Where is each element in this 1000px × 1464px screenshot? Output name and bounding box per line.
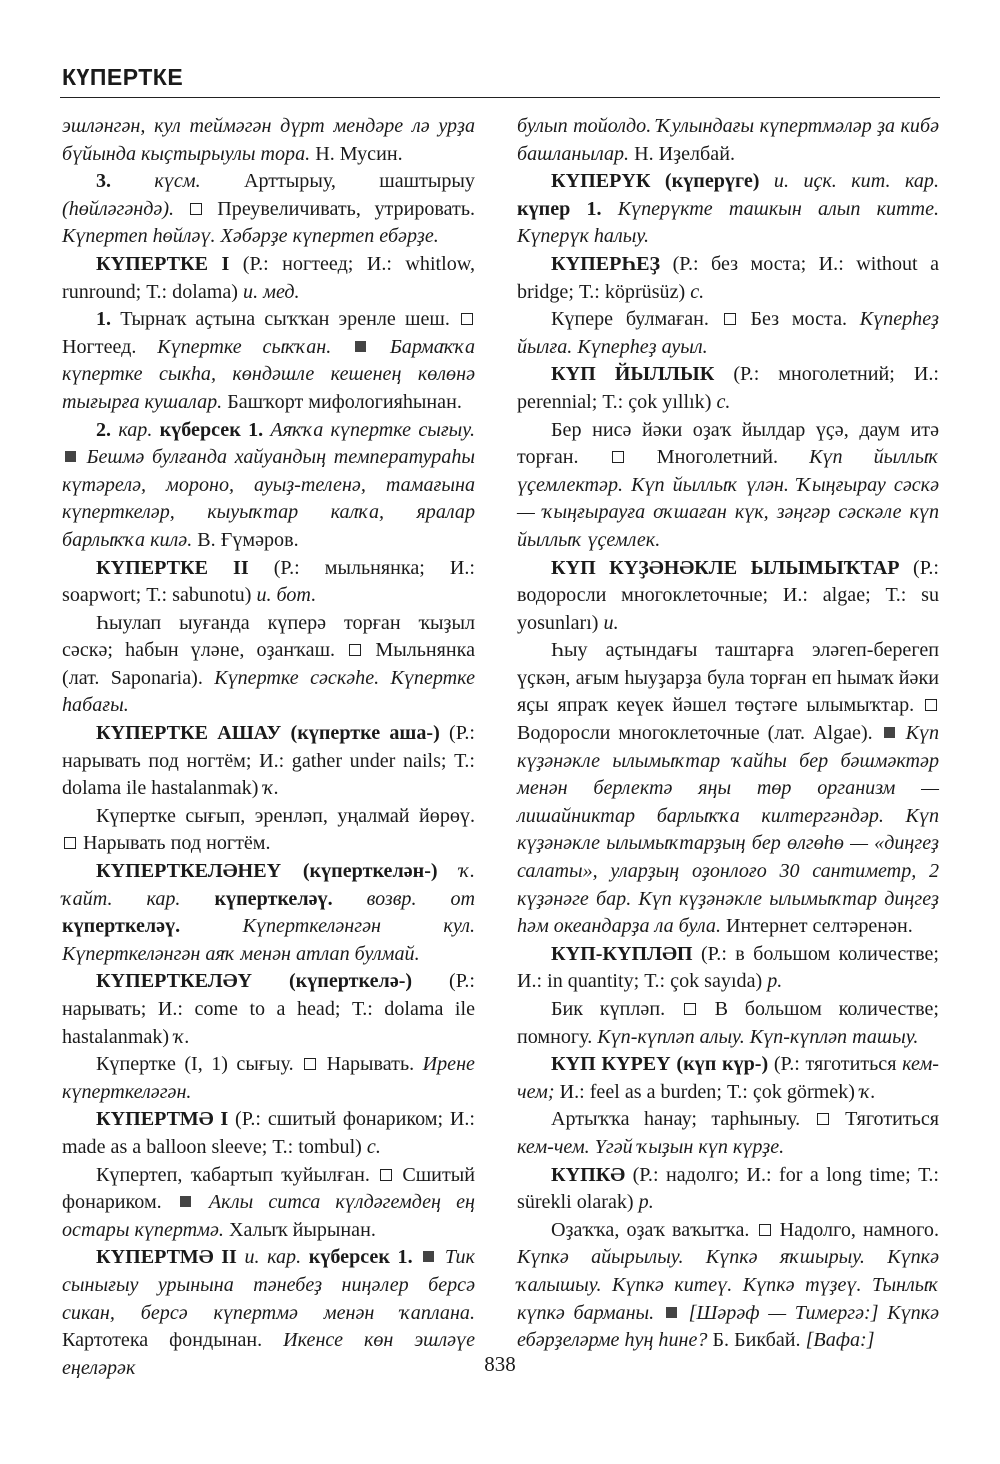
- russian-marker-icon: [190, 203, 202, 215]
- russian-marker-icon: [304, 1058, 316, 1070]
- entry-continuation: [62, 113, 475, 168]
- example: Күпертеп һөйләү. Хәбәрҙе күпертеп ебәрҙе.: [62, 225, 439, 248]
- definition-paragraph: [62, 610, 475, 720]
- headword: КҮПЕРТМӘ II: [96, 1246, 237, 1269]
- headword: КҮПЕРТКЕ АШАУ (күпертке аша-): [96, 722, 440, 745]
- citation: Бармаҡҡа күпертке сыкһа, көндәшле кешенең көлөнә тығырға кушалар.: [62, 335, 475, 413]
- definition: Тырнаҡ аҫтына сыҡҡан эренле шеш.: [120, 308, 450, 331]
- cross-reference: күпер 1.: [517, 197, 602, 220]
- equivalents: (Р.: надолго; И.: for a long time; Т.: sürekli olarak): [517, 1163, 939, 1214]
- latin-name: (лат. Saponaria).: [62, 666, 203, 689]
- citation-marker-icon: [884, 727, 895, 738]
- entry-kupertma-1: [62, 1106, 475, 1161]
- pos-label: ҡ.: [859, 1080, 876, 1103]
- citation: булып тойолдо. Ҡулындағы күпертмәләр ҙа кибә башланылар.: [517, 115, 939, 165]
- usage-label: күсм.: [154, 170, 201, 193]
- citation: Күп күҙәнәкле ылымыҡтар ҡайһы бер бәшмәктәр менән берлектә яңы төр организм — лишайниктар барлыҡҡа килтергәндәр. Күп күҙәнәкле ылымыҡтарҙың бер өлгөһө — «диңгеҙ салаты», уларҙың оҙонлоғо 30 сантиметр, 2 күҙәнәге бар. Күп күҙәнәкле ылымыҡтар диңгеҙ һәм океандарҙа ла була.: [517, 722, 939, 938]
- sense-number: 3.: [96, 170, 112, 193]
- citation-marker-icon: [355, 341, 366, 352]
- definition-paragraph: [517, 1106, 939, 1161]
- page-number: 838: [484, 1352, 516, 1376]
- left-column: [62, 113, 475, 1382]
- citation-marker-icon: [180, 1196, 191, 1207]
- entry-kuperuk: [517, 168, 939, 251]
- source: Халыҡ йырынан.: [228, 1218, 376, 1241]
- source: Н. Иҙелбай.: [634, 142, 735, 165]
- definition-paragraph: [517, 1217, 939, 1355]
- entry-kup-kuplap: [517, 941, 939, 996]
- pos-label: ҡ. ҡайт. кар.: [62, 860, 475, 910]
- definition-paragraph: [517, 996, 939, 1051]
- usage-label: кар.: [118, 418, 153, 441]
- equivalents: (Р.: нарывать под ногтём; И.: gather under nails; Т.: dolama ile hastalanmak): [62, 722, 475, 800]
- equivalents: (Р.: тяготиться: [773, 1053, 897, 1076]
- equivalents: (Р.: без моста; И.: without a bridge; Т.: köprüsüz): [517, 252, 939, 303]
- example: Күперткеләнгән кул. Күперткеләнгән аяҡ менән атлап булмай.: [62, 915, 475, 965]
- russian-equivalent: В большом количестве; помногу.: [517, 998, 939, 1048]
- sense-2: [62, 417, 475, 555]
- pos-label: р.: [638, 1191, 654, 1214]
- example: Күперһеҙ йылға. Күперһеҙ ауыл.: [517, 308, 939, 358]
- sense-number: 2.: [96, 418, 112, 441]
- entry-kupertkelaneu: [62, 858, 475, 968]
- citation: [Шәрәф — Тимергә:] Күпкә ебәрҙеләрме һуң һине?: [517, 1301, 939, 1352]
- entry-kupertke-2: [62, 555, 475, 610]
- gloss: (һөйләгәндә).: [62, 197, 175, 220]
- example: Күп йыллыҡ үҫемлектәр. Күп йыллыҡ үлән. Ҡыңғырау сәскә — ҡыңғырауға оҡшаған күк, зәңгәр сәскәле күп йыллыҡ үҫемлек.: [517, 446, 939, 551]
- citation: Икенсе көн эшләүе еңеләрәк: [62, 1329, 475, 1379]
- citation: Аклы ситса күлдәгемдең ең остары күпертмә.: [62, 1191, 475, 1241]
- cross-reference: күперткеләү.: [62, 915, 181, 938]
- russian-marker-icon: [925, 699, 937, 711]
- pos-label: и. бот.: [256, 584, 317, 607]
- entry-kupertke-ashau: [62, 720, 475, 803]
- pos-label: ҡ.: [263, 777, 280, 800]
- russian-equivalent: Без моста.: [750, 308, 848, 331]
- citation-marker-icon: [423, 1251, 434, 1262]
- headword: КҮПЕРТМӘ I: [96, 1108, 229, 1131]
- pos-label: и. кар.: [244, 1246, 302, 1269]
- entry-kupka: [517, 1162, 939, 1217]
- entry-continuation: [517, 113, 939, 168]
- pos-label: с.: [716, 390, 731, 413]
- pos-label: р.: [767, 970, 783, 993]
- example: Аяҡҡа күпертке сығыу.: [270, 418, 475, 441]
- usage-label: возвр. от: [366, 887, 476, 910]
- citation: эшләнгән, кул теймәгән дүрт мендәре лә урҙа бүйында кыҫтырыулы тора.: [62, 115, 475, 165]
- entry-kupertkelau: [62, 968, 475, 1051]
- running-head: КҮПЕРТКЕ: [62, 64, 184, 90]
- source: Башҡорт мифологияһынан.: [227, 390, 462, 413]
- equivalents: (Р.: нарывать; И.: come to a head; Т.: dolama ile hastalanmak): [62, 970, 475, 1048]
- definition: Арттырыу, шаштырыу: [243, 170, 475, 193]
- example: Күпертке сәскәһе. Күпертке һабағы.: [62, 666, 476, 717]
- sense-1: [62, 306, 475, 416]
- equivalents: (Р.: ногтеед; И.: whitlow, runround; Т.: dolama): [62, 252, 475, 303]
- cross-reference: күперткеләү.: [214, 887, 333, 910]
- entry-kup-kuzanakle: [517, 555, 939, 638]
- russian-equivalent: Надолго, намного.: [779, 1218, 939, 1241]
- usage-label: кем-чем;: [517, 1053, 939, 1103]
- headword: КҮП КҮҘӘНӘКЛЕ ЫЛЫМЫҠТАР: [551, 556, 900, 579]
- definition: Күпере булмаған.: [551, 308, 709, 331]
- headword: КҮП КҮРЕҮ (күп күр-): [551, 1053, 769, 1076]
- definition: Күпертке (I, 1) сығыу.: [96, 1053, 294, 1076]
- equivalents: (Р.: в большом количестве; И.: in quantity; Т.: çok sayıda): [517, 942, 939, 993]
- pos-label: и. мед.: [243, 280, 300, 303]
- usage-label: кем-чем.: [517, 1135, 590, 1158]
- headword: КҮП-КҮПЛӘП: [551, 942, 693, 965]
- russian-equivalent: Ногтеед.: [62, 335, 137, 358]
- russian-marker-icon: [759, 1224, 771, 1236]
- definition: Һыу аҫтындағы таштарға эләгеп-берегеп үҫкән, ағым һыуҙарҙа була торған еп һымаҡ йәки яҫы япраҡ кеүек йәшел төҫтәге ылымыҡтар.: [517, 639, 939, 717]
- russian-equivalent: Тяготиться: [845, 1108, 939, 1131]
- definition: Бер нисә йәки оҙаҡ йылдар үҫә, даум итә торған.: [517, 418, 939, 469]
- citation-marker-icon: [65, 451, 76, 462]
- definition-paragraph: [517, 637, 939, 941]
- source: Интернет селтәренән.: [726, 915, 913, 938]
- russian-equivalent: Мыльнянка: [375, 639, 476, 662]
- definition: Күпертеп, ҡабартып ҡуйылған.: [96, 1163, 370, 1186]
- russian-equivalent: Многолетний.: [656, 446, 778, 469]
- equivalents: (Р.: водоросли многоклеточные; И.: algae; Т.: su yosunları): [517, 556, 939, 634]
- russian-equivalent: Преувеличивать, утрировать.: [217, 197, 476, 220]
- pos-label: ҡ.: [174, 1025, 190, 1048]
- definition: Оҙаҡҡа, оҙаҡ ваҡытҡа.: [551, 1218, 750, 1241]
- source: Картотека фондынан.: [62, 1329, 263, 1352]
- headword: КҮПКӘ: [551, 1163, 626, 1186]
- definition-paragraph: [517, 306, 939, 361]
- definition-paragraph: [62, 803, 475, 858]
- headword: КҮПЕРТКЕЛӘҮ (күперткелә-): [96, 970, 413, 993]
- citation: [Вафа:]: [805, 1329, 875, 1352]
- pos-label: и.: [603, 611, 619, 634]
- right-column: [517, 113, 939, 1355]
- pos-label: и. иҫк. кит. кар.: [773, 170, 939, 193]
- russian-marker-icon: [461, 313, 473, 325]
- headword: КҮПЕРҺЕҘ: [551, 252, 661, 275]
- russian-equivalent: Нарывать под ногтём.: [83, 832, 271, 855]
- cross-reference: күберсек 1.: [308, 1246, 413, 1269]
- russian-marker-icon: [380, 1169, 392, 1181]
- definition-paragraph: [62, 1051, 475, 1106]
- example: Күпертке сыҡҡан.: [157, 335, 332, 358]
- equivalents: (Р.: многолетний; И.: perennial; Т.: çok yıllık): [517, 363, 939, 413]
- russian-marker-icon: [349, 644, 361, 656]
- example: Күп-күпләп алыу. Күп-күпләп ташыу.: [597, 1025, 919, 1048]
- headword: КҮП ЙЫЛЛЫК: [551, 363, 715, 386]
- definition-paragraph: [62, 1162, 475, 1245]
- russian-marker-icon: [724, 313, 736, 325]
- source: Н. Мусин.: [315, 142, 403, 165]
- equivalents: (Р.: сшитый фонариком; И.: made as a balloon sleeve; Т.: tombul): [62, 1108, 475, 1158]
- citation-marker-icon: [666, 1307, 677, 1318]
- definition: Артыҡҡа һанау; тарһыныу.: [551, 1108, 801, 1131]
- headword: КҮПЕРТКЕ II: [96, 556, 249, 579]
- source: В. Ғүмәров.: [197, 528, 299, 551]
- example: Үгәй ҡыҙын күп күрҙе.: [594, 1135, 785, 1158]
- russian-marker-icon: [684, 1003, 696, 1015]
- russian-marker-icon: [64, 837, 76, 849]
- headword: КҮПЕРТКЕЛӘНЕҮ (күперткелән-): [96, 860, 438, 883]
- definition: Бик күпләп.: [551, 998, 666, 1020]
- headword: КҮПЕРҮК (күперүге): [551, 170, 760, 193]
- source: Б. Бикбай.: [712, 1329, 801, 1352]
- russian-equivalent: Водоросли многоклеточные: [517, 722, 760, 745]
- citation: Тик сынығыу урынына тәнебеҙ ниңәлер берсә сикан, берсә күпертмә менән ҡаплана.: [62, 1246, 475, 1324]
- russian-equivalent: Нарывать.: [326, 1053, 415, 1076]
- example: Күперүкте ташкын алып китте. Күперүк һалыу.: [517, 197, 940, 248]
- equivalents: (Р.: мыльнянка; И.: soapwort; Т.: sabunotu): [62, 556, 475, 607]
- definition-paragraph: [517, 417, 939, 555]
- header-rule: [60, 97, 940, 98]
- headword: КҮПЕРТКЕ I: [96, 252, 230, 275]
- definition: Һыулап ыуғанда күперә торған ҡыҙыл сәскә; һабын үләне, оҙанҡаш.: [62, 611, 475, 662]
- citation: Бешмә булғанда хайуандың температураһы күтәрелә, мороно, ауыҙ-теленә, тамағына күперткеләр, кыуыҡтар калҡа, яралар барлыҡҡа килә.: [62, 446, 475, 551]
- example: Күпкә айырылыу. Күпкә яҡшырыу. Күпкә ҡалышыу. Күпкә китеү. Күпкә түҙеү. Тынлыҡ күпкә барманы.: [517, 1246, 939, 1324]
- entry-kupertke-1: [62, 251, 475, 306]
- entry-kup-kureu: [517, 1051, 939, 1106]
- russian-equivalent: Сшитый фонариком.: [62, 1163, 475, 1214]
- cross-reference: күберсек 1.: [159, 418, 264, 441]
- definition: Күпертке сығып, эренләп, уңалмай йөрөү.: [96, 804, 475, 827]
- pos-label: с.: [690, 280, 705, 303]
- equivalents: И.: feel as a burden; Т.: çok görmek): [559, 1080, 855, 1103]
- russian-marker-icon: [817, 1113, 829, 1125]
- pos-label: с.: [366, 1135, 381, 1158]
- example: Ирене күперткеләгән.: [62, 1053, 475, 1103]
- sense-3: [62, 168, 475, 251]
- sense-number: 1.: [96, 308, 112, 331]
- entry-kuperhez: [517, 251, 939, 306]
- entry-kup-yillyk: [517, 361, 939, 416]
- russian-marker-icon: [612, 451, 624, 463]
- latin-name: (лат. Algae).: [767, 722, 873, 745]
